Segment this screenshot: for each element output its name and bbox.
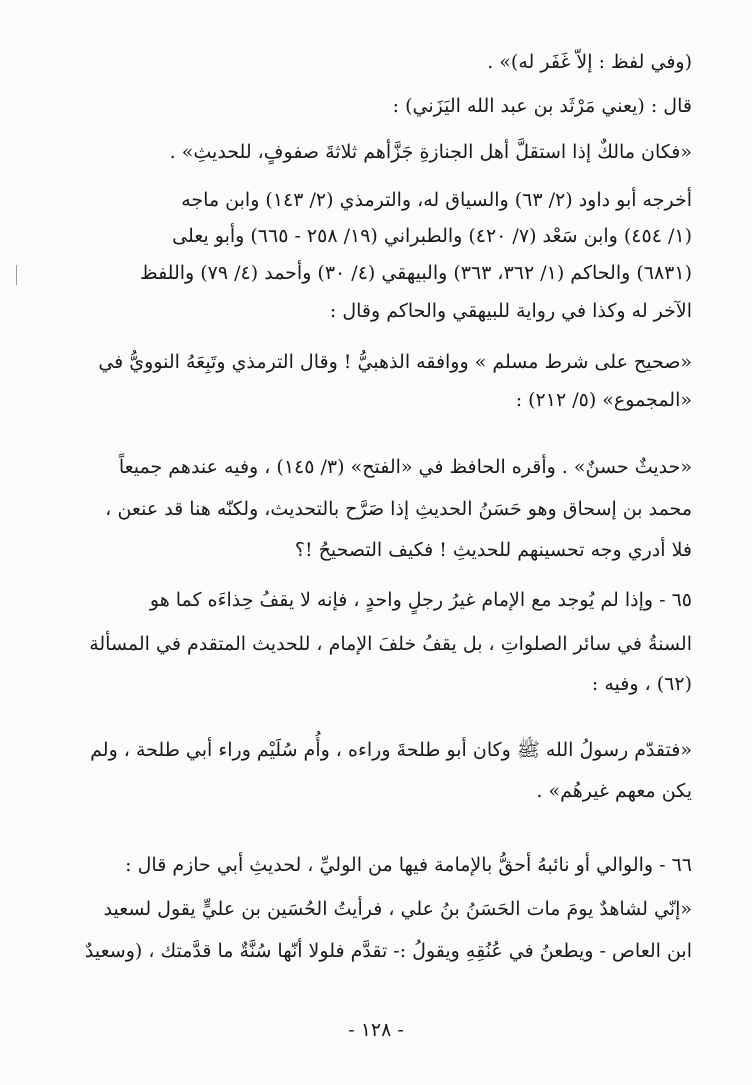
text-line-8: «صحيح على شرط مسلم » ووافقه الذهبيُّ ! وقال الترمذي وتَبِعَهُ النوويُّ في [98, 351, 692, 373]
text-line-20: ابن العاص - ويطعنُ في عُنُقِهِ ويقولُ :- تقدَّم فلولا أنّها سُنَّةٌ ما قدَّمتك ، (وسعيدٌ [84, 940, 692, 962]
text-line-14: السنةُ في سائر الصلواتِ ، بل يقفُ خلفَ الإمام ، للحديث المتقدم في المسألة [89, 633, 692, 655]
text-line-18: ٦٦ - والوالي أو نائبهُ أحقُّ بالإمامة فيها من الوليِّ ، لحديثِ أبي حازم قال : [125, 854, 692, 876]
text-line-1: (وفي لفظ : إلاّ غَفَر له)» . [487, 51, 692, 73]
text-line-19: «إنّي لشاهدٌ يومَ مات الحَسَنُ بنُ علي ، فرأيتُ الحُسَين بن عليٍّ يقول لسعيد [103, 898, 692, 920]
text-line-7: الآخر له وكذا في رواية للبيهقي والحاكم وقال : [329, 300, 692, 322]
text-line-4: أخرجه أبو داود (٢/ ٦٣) والسياق له، والترمذي (٢/ ١٤٣) وابن ماجه [181, 189, 692, 211]
text-line-17: يكن معهم غيرهُم» . [536, 780, 692, 802]
text-line-5: (١/ ٤٥٤) وابن سَعْد (٧/ ٤٢٠) والطبراني (١٩/ ٢٥٨ - ٦٦٥) وأبو يعلى [172, 225, 692, 247]
text-line-15: (٦٢) ، وفيه : [591, 673, 692, 695]
page-number: - ١٢٨ - [348, 1019, 404, 1041]
text-line-11: محمد بن إسحاق وهو حَسَنُ الحديثِ إذا صَرَّح بالتحديث، ولكنّه هنا قد عنعن ، [105, 498, 692, 520]
text-line-10: «حديثٌ حسنٌ» . وأقره الحافظ في «الفتح» (٣/ ١٤٥) ، وفيه عندهم جميعاً [118, 456, 692, 478]
text-line-2: قال : (يعني مَرْثَد بن عبد الله اليَزَني) : [392, 95, 692, 117]
text-line-9: «المجموع» (٥/ ٢١٢) : [515, 389, 692, 411]
text-line-3: «فكان مالكٌ إذا استقلَّ أهل الجنازةِ جَزَّأهم ثلاثةَ صفوفٍ، للحديثِ» . [169, 141, 692, 163]
text-line-13: ٦٥ - وإذا لم يُوجد مع الإمام غيرُ رجلٍ واحدٍ ، فإنه لا يقفُ حِذاءَه كما هو [149, 589, 692, 611]
text-line-16: «فتقدّم رسولُ الله ﷺ وكان أبو طلحةَ وراءه ، وأُم سُلَيْم وراء أبي طلحة ، ولم [90, 739, 692, 761]
text-line-12: فلا أدري وجه تحسينهم للحديثِ ! فكيف التصحيحُ !؟ [294, 539, 692, 561]
text-line-6: (٦٨٣١) والحاكم (١/ ٣٦٢، ٣٦٣) والبيهقي (٤/ ٣٠) وأحمد (٤/ ٧٩) واللفظ [140, 262, 692, 284]
margin-mark [16, 265, 17, 285]
